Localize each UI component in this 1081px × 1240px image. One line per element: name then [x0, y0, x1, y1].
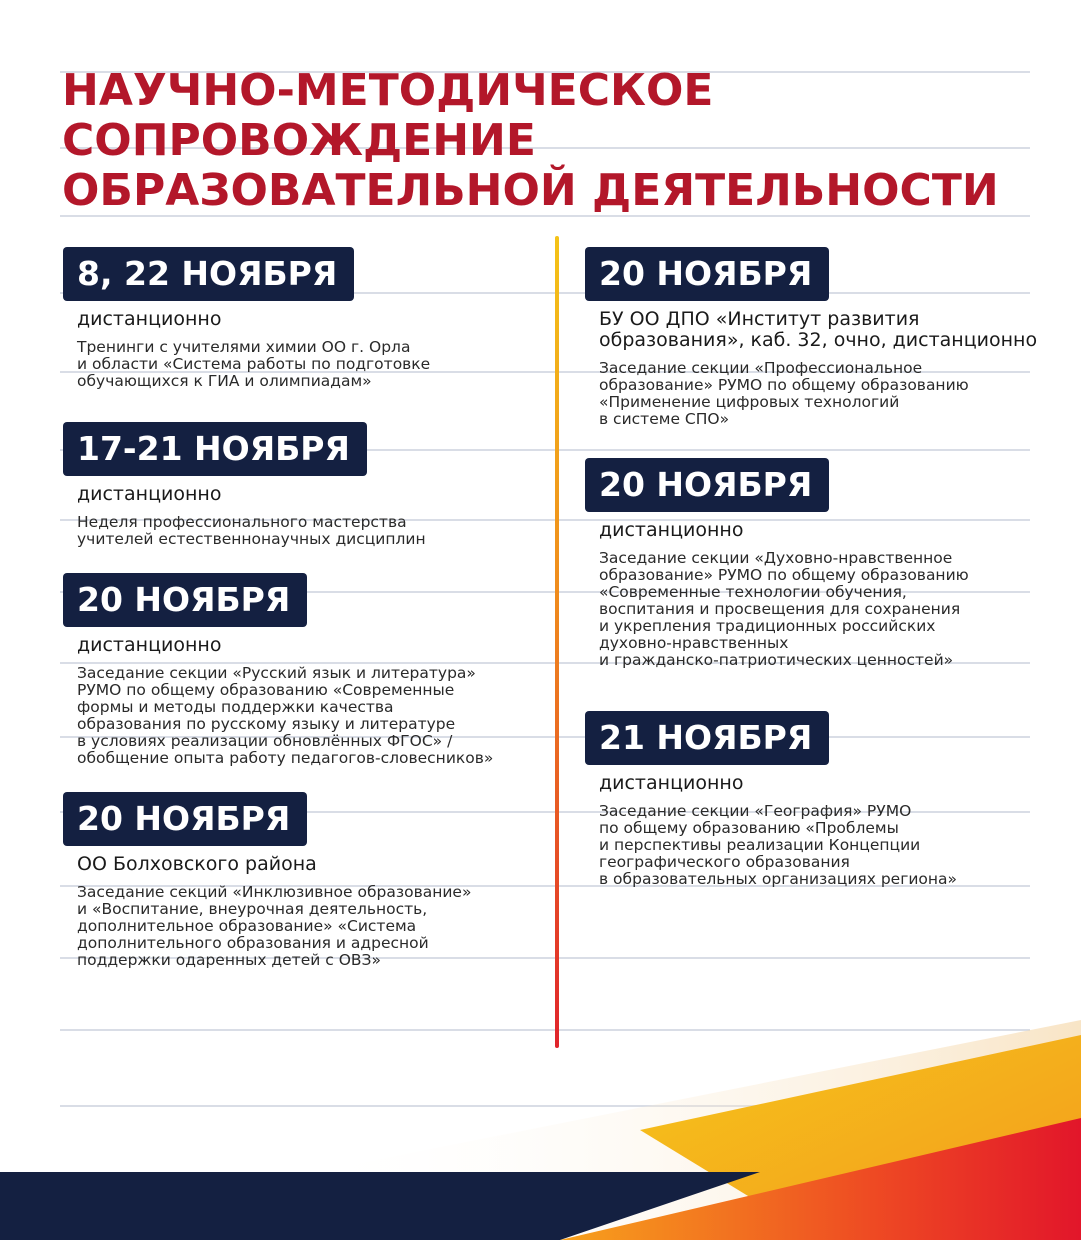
event-card [63, 573, 493, 767]
description-line: географического образования [599, 853, 850, 871]
description-line: «Современные технологии обучения, [599, 583, 907, 601]
event-card [585, 247, 1037, 428]
event-description [599, 360, 1037, 428]
description-line: в образовательных организациях региона» [599, 870, 958, 888]
event-mode: дистанционно [77, 308, 222, 330]
event-description [77, 514, 426, 548]
description-line: дополнительное образование» «Система [77, 917, 417, 935]
description-line: РУМО по общему образованию «Современные [77, 681, 455, 699]
description-line: и перспективы реализации Концепции [599, 836, 921, 854]
title-line: ОБРАЗОВАТЕЛЬНОЙ ДЕЯТЕЛЬНОСТИ [62, 165, 999, 216]
mode-line: БУ ОО ДПО «Институт развития [599, 308, 920, 330]
event-mode: дистанционно [77, 483, 222, 505]
description-line: образования по русскому языку и литературе [77, 715, 456, 733]
footer-shape-fade [300, 1020, 1081, 1240]
event-card [63, 792, 471, 969]
event-card [63, 422, 426, 548]
footer-shape-navy [0, 1172, 760, 1240]
description-line: и укрепления традиционных российских [599, 617, 936, 635]
column-divider [555, 236, 559, 1048]
description-line: в условиях реализации обновлённых ФГОС» / [77, 732, 453, 750]
event-mode [599, 773, 957, 794]
event-description [77, 665, 493, 767]
description-line: учителей естественнонаучных дисциплин [77, 530, 426, 548]
description-line: и гражданско-патриотических ценностей» [599, 651, 954, 669]
title-line: СОПРОВОЖДЕНИЕ [62, 115, 536, 166]
description-line: Заседание секций «Инклюзивное образование» [77, 883, 472, 901]
description-line: образование» РУМО по общему образованию [599, 376, 969, 394]
description-line: Заседание секции «Русский язык и литература» [77, 664, 476, 682]
event-mode: ОО Болховского района [77, 853, 317, 875]
description-line: формы и методы поддержки качества [77, 698, 394, 716]
date-badge: 20 НОЯБРЯ [585, 247, 829, 301]
date-badge: 20 НОЯБРЯ [63, 573, 307, 627]
date-badge: 20 НОЯБРЯ [585, 458, 829, 512]
description-line: Заседание секции «География» РУМО [599, 802, 912, 820]
footer-shape-orange [560, 1118, 1081, 1240]
date-badge: 20 НОЯБРЯ [63, 792, 307, 846]
description-line: в системе СПО» [599, 410, 730, 428]
description-line: обобщение опыта работу педагогов-словесников» [77, 749, 494, 767]
event-mode [599, 309, 1037, 351]
title-line: НАУЧНО-МЕТОДИЧЕСКОЕ [62, 65, 714, 116]
description-line: дополнительного образования и адресной [77, 934, 429, 952]
description-line: Заседание секции «Профессиональное [599, 359, 923, 377]
description-line: и области «Система работы по подготовке [77, 355, 431, 373]
event-description [599, 550, 969, 669]
description-line: Заседание секции «Духовно-нравственное [599, 549, 953, 567]
description-line: «Применение цифровых технологий [599, 393, 900, 411]
event-description [599, 803, 957, 888]
event-card [585, 711, 957, 888]
mode-line: дистанционно [599, 772, 744, 794]
footer-shape-yellow [640, 1035, 1081, 1240]
event-description [77, 339, 430, 390]
page-title [62, 66, 1062, 216]
mode-line: дистанционно [599, 519, 744, 541]
event-description [77, 884, 471, 969]
description-line: духовно-нравственных [599, 634, 789, 652]
description-line: Неделя профессионального мастерства [77, 513, 407, 531]
event-card [585, 458, 969, 669]
event-card [63, 247, 430, 390]
date-badge: 17-21 НОЯБРЯ [63, 422, 367, 476]
event-mode: дистанционно [77, 634, 222, 656]
description-line: образование» РУМО по общему образованию [599, 566, 969, 584]
date-badge: 8, 22 НОЯБРЯ [63, 247, 354, 301]
description-line: по общему образованию «Проблемы [599, 819, 899, 837]
description-line: обучающихся к ГИА и олимпиадам» [77, 372, 372, 390]
description-line: воспитания и просвещения для сохранения [599, 600, 961, 618]
description-line: и «Воспитание, внеурочная деятельность, [77, 900, 428, 918]
mode-line: образования», каб. 32, очно, дистанционно [599, 329, 1038, 351]
date-badge: 21 НОЯБРЯ [585, 711, 829, 765]
description-line: Тренинги с учителями химии ОО г. Орла [77, 338, 411, 356]
description-line: поддержки одаренных детей с ОВЗ» [77, 951, 381, 969]
event-mode [599, 520, 969, 541]
